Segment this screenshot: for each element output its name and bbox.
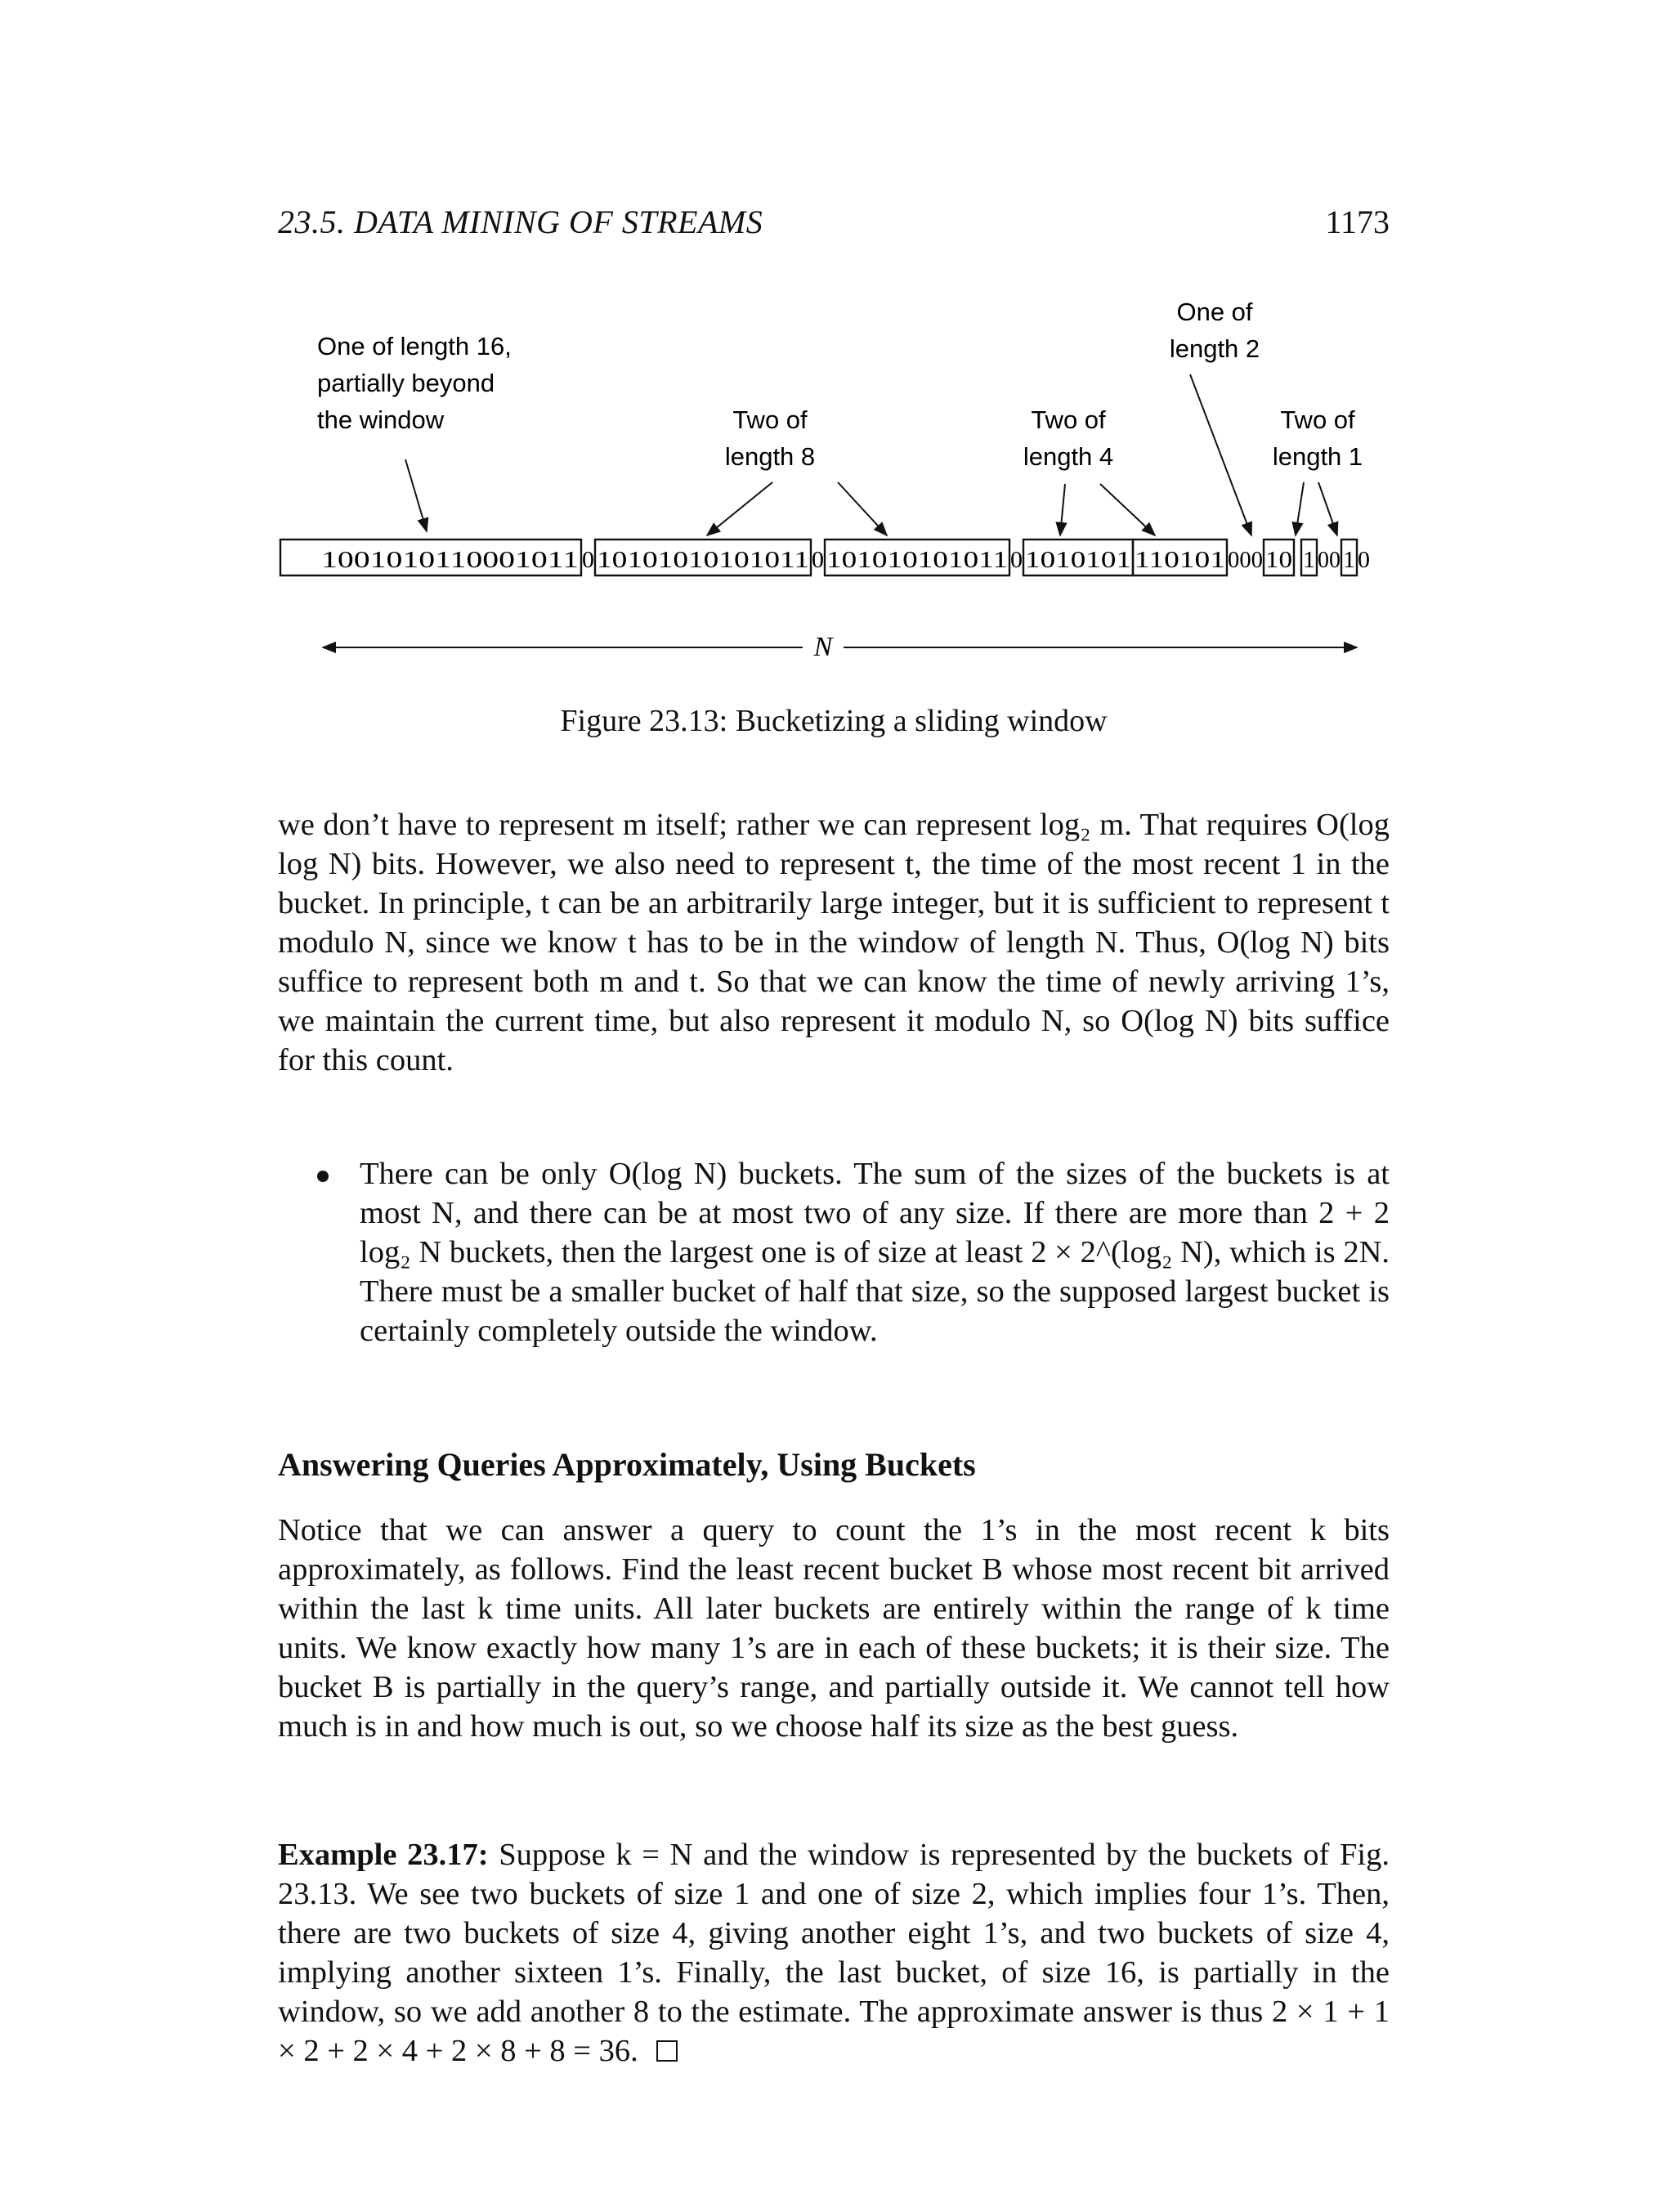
bullet-marker — [317, 1171, 329, 1182]
page-header — [278, 203, 1390, 252]
bucket-diagram — [270, 286, 1398, 695]
bullet-item-1: There can be only O(log N) buckets. The sum of the sizes of the buckets is at most N, and there can be at most two of any size. If there are more than 2 + 2 log₂ N buckets, then the largest one is of size at least 2 × 2^(log₂ N), which is 2N. There must be a smaller bucket of half that size, so the supposed largest bucket is certainly completely outside the window. — [360, 1157, 1390, 1348]
arrow-len1-b — [1318, 482, 1337, 535]
bits-gap-5: 00 — [1318, 547, 1341, 573]
example-label: Example 23.17: — [278, 1838, 489, 1872]
arrow-len4-b — [1100, 484, 1155, 535]
bits-gap-2: 0 — [812, 547, 824, 573]
label-len4-line1: Two of — [1031, 405, 1106, 434]
bits-bucket-4b: 110101 — [1135, 547, 1225, 573]
arrow-len16 — [405, 459, 427, 531]
label-len16-line1: One of length 16, — [317, 332, 512, 360]
label-len16-line2: partially beyond — [317, 369, 495, 397]
body-paragraph-2: Notice that we can answer a query to count the 1’s in the most recent k bits approximately, as follows. Find the least recent bucket B whose most recent bit arrived within the last k time units. All later buckets are entirely within the range of k time units. We know exactly how many 1’s are in each of these buckets; it is their size. The bucket B is partially in the query’s range, and partially outside it. We cannot tell how much is in and how much is out, so we choose half its size as the best guess. — [278, 1513, 1390, 1744]
bits-bucket-1b: 1 — [1343, 547, 1355, 573]
label-len8-line1: Two of — [732, 405, 808, 434]
bits-gap-3: 0 — [1010, 547, 1023, 573]
bits-bucket-4a: 1010101 — [1025, 547, 1131, 573]
bits-bucket-2: 10 — [1265, 547, 1292, 573]
arrow-len8-b — [838, 482, 887, 535]
page-number: 1173 — [1325, 204, 1390, 240]
figure-caption: Figure 23.13: Bucketizing a sliding window — [560, 704, 1108, 738]
bits-gap-1: 0 — [582, 547, 594, 573]
bits-gap-4: 000 — [1228, 547, 1263, 573]
bits-bucket-8b: 101010101011 — [826, 547, 1008, 573]
label-len2-line1: One of — [1176, 298, 1253, 326]
figure-bucketizing — [270, 286, 1398, 744]
label-len4-line2: length 4 — [1023, 442, 1114, 471]
arrow-len1-a — [1296, 482, 1304, 535]
bits-bucket-8a: 10101010101011 — [597, 547, 809, 573]
label-len8-line2: length 8 — [724, 442, 816, 471]
running-head: 23.5. DATA MINING OF STREAMS — [278, 204, 763, 240]
arrow-len4-a — [1060, 484, 1065, 535]
label-len1-line2: length 1 — [1272, 442, 1363, 471]
arrow-len8-a — [707, 482, 772, 535]
example-paragraph — [278, 1835, 1390, 2071]
label-len16-line3: the window — [317, 405, 445, 434]
body-paragraph-1: we don’t have to represent m itself; rather we can represent log₂ m. That requires O(log log N) bits. However, we also need to represent t, the time of the most recent 1 in the bucket. In principle, t can be an arbitrarily large integer, but it is sufficient to represent t modulo N, since we know t has to be in the window of length N. Thus, O(log N) bits suffice to represent both m and t. So that we can know the time of newly arriving 1’s, we maintain the current time, but also represent it modulo N, so O(log N) bits suffice for this count. — [278, 808, 1390, 1077]
bits-bucket-16: 1001010110001011 — [321, 547, 579, 573]
arrow-len2 — [1190, 374, 1251, 535]
label-len2-line2: length 2 — [1169, 334, 1260, 363]
bits-gap-6: 0 — [1358, 547, 1370, 573]
label-len1-line1: Two of — [1280, 405, 1355, 434]
section-heading: Answering Queries Approximately, Using Buckets — [278, 1446, 976, 1483]
window-label: N — [813, 632, 833, 662]
bits-bucket-1a: 1 — [1303, 547, 1315, 573]
qed-icon — [656, 2040, 678, 2062]
example-text: Suppose k = N and the window is represented by the buckets of Fig. 23.13. We see two buckets of size 1 and one of size 2, which implies four 1’s. Then, there are two buckets of size 4, giving another eight 1’s, and two buckets of size 4, implying another sixteen 1’s. Finally, the last bucket, of size 16, is partially in the window, so we add another 8 to the estimate. The approximate answer is thus 2 × 1 + 1 × 2 + 2 × 4 + 2 × 8 + 8 = 36. — [278, 1838, 1390, 2068]
